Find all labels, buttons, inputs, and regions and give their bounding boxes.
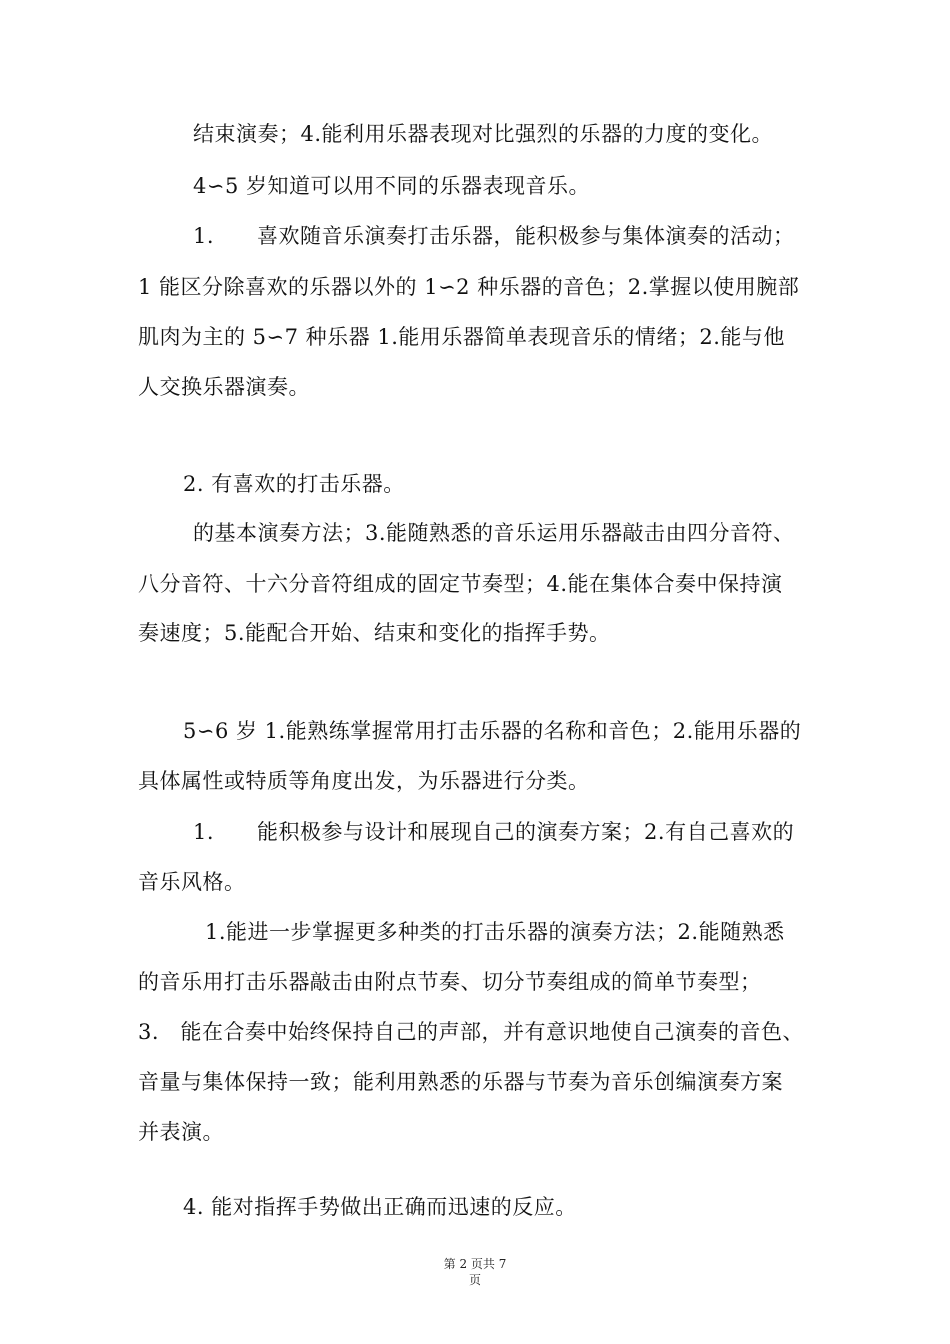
page-number-line-1: 第 2 页共 7: [443, 1257, 507, 1271]
text-line-14: 音乐风格。: [138, 870, 246, 894]
text-line-10: 奏速度；5.能配合开始、结束和变化的指挥手势。: [138, 621, 611, 645]
text-line-20: 4. 能对指挥手势做出正确而迅速的反应。: [183, 1195, 577, 1219]
text-line-13: 1. 能积极参与设计和展现自己的演奏方案；2.有自己喜欢的: [193, 820, 795, 844]
text-line-7: 2. 有喜欢的打击乐器。: [183, 472, 405, 496]
text-line-4: 1 能区分除喜欢的乐器以外的 1∽2 种乐器的音色；2.掌握以使用腕部: [138, 275, 800, 299]
text-line-2: 4∽5 岁知道可以用不同的乐器表现音乐。: [193, 174, 590, 198]
text-line-18: 音量与集体保持一致；能利用熟悉的乐器与节奏为音乐创编演奏方案: [138, 1070, 783, 1094]
text-line-6: 人交换乐器演奏。: [138, 375, 310, 399]
text-line-17: 3. 能在合奏中始终保持自己的声部，并有意识地使自己演奏的音色、: [138, 1020, 805, 1044]
text-line-8: 的基本演奏方法；3.能随熟悉的音乐运用乐器敲击由四分音符、: [193, 521, 795, 545]
text-line-1: 结束演奏；4.能利用乐器表现对比强烈的乐器的力度的变化。: [193, 122, 774, 146]
page-number-line-2: 页: [468, 1273, 481, 1287]
text-line-15: 1.能进一步掌握更多种类的打击乐器的演奏方法；2.能随熟悉: [205, 920, 785, 944]
text-line-5: 肌肉为主的 5∽7 种乐器 1.能用乐器简单表现音乐的情绪；2.能与他: [138, 325, 785, 349]
text-line-16: 的音乐用打击乐器敲击由附点节奏、切分节奏组成的简单节奏型；: [138, 970, 762, 994]
text-line-19: 并表演。: [138, 1120, 224, 1144]
text-line-11: 5∽6 岁 1.能熟练掌握常用打击乐器的名称和音色；2.能用乐器的: [183, 719, 802, 743]
text-line-9: 八分音符、十六分音符组成的固定节奏型；4.能在集体合奏中保持演: [138, 572, 783, 596]
text-line-3: 1. 喜欢随音乐演奏打击乐器，能积极参与集体演奏的活动；: [193, 224, 795, 248]
text-line-12: 具体属性或特质等角度出发，为乐器进行分类。: [138, 769, 590, 793]
